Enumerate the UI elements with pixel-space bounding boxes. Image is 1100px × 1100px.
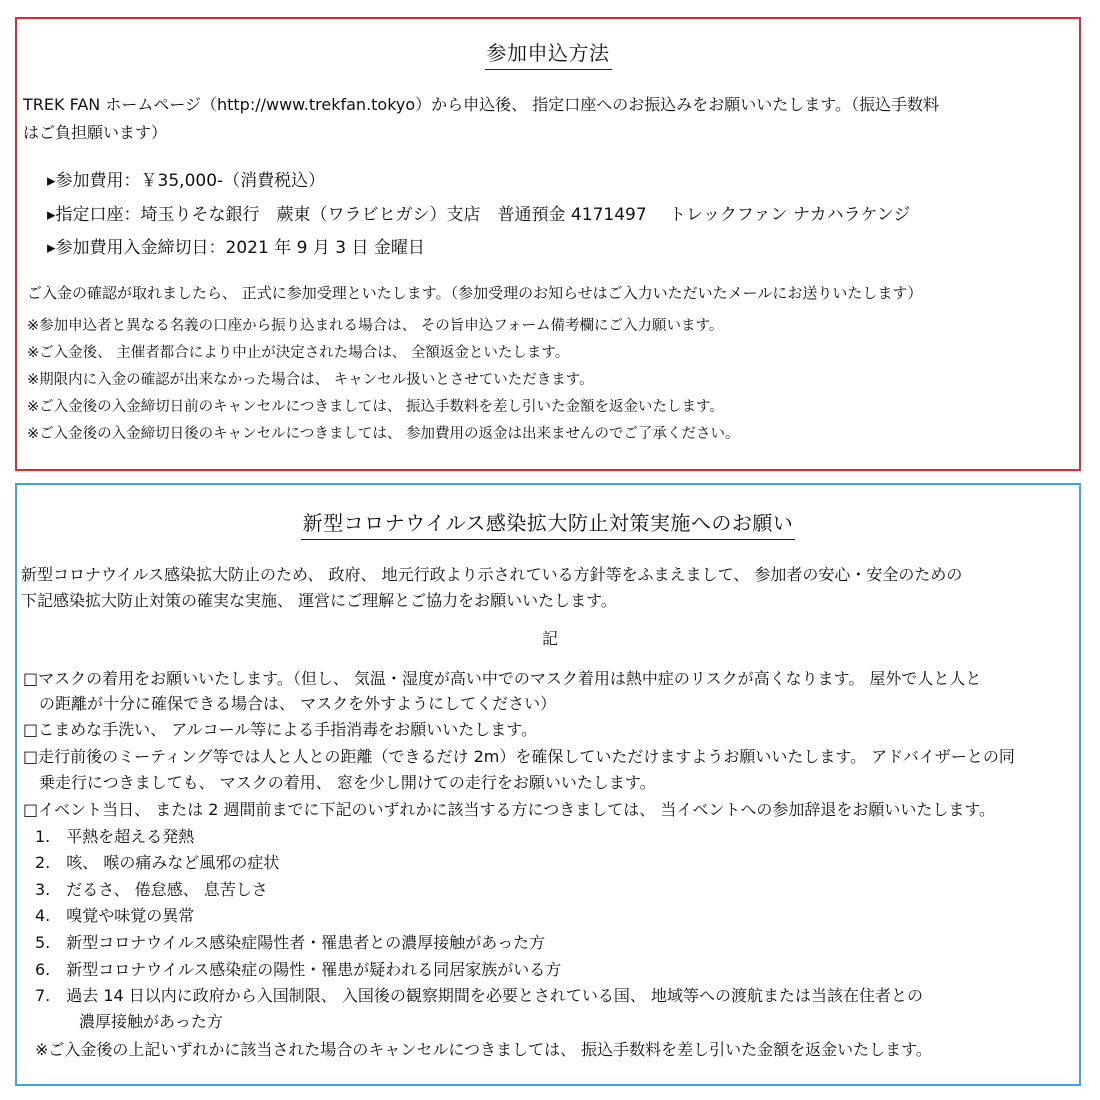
condition-7: 7. 過去 14 日以内に政府から入国制限、 入国後の観察期間を必要とされている国、 地域等への渡航または当該在住者との: [35, 986, 923, 1005]
item3-line2: 乗走行につきましても、 マスクの着用、 窓を少し開けての走行をお願いいたします。: [39, 773, 656, 792]
application-title-wrap: [17, 37, 1079, 70]
covid-intro-line2: 下記感染拡大防止対策の確実な実施、 運営にご理解とご協力をお願いいたします。: [21, 591, 617, 610]
covid-intro-line1: 新型コロナウイルス感染拡大防止のため、 政府、 地元行政より示されている方針等をふまえまして、 参加者の安心・安全のための: [21, 565, 963, 584]
application-title: 参加申込方法: [485, 37, 612, 70]
application-intro-line1: TREK FAN ホームページ（http://www.trekfan.tokyo）から申込後、 指定口座へのお振込みをお願いいたします。（振込手数料: [23, 95, 939, 114]
note-5: ※ご入金後の入金締切日後のキャンセルにつきましては、 参加費用の返金は出来ませんのでご了承ください。: [27, 426, 740, 442]
covid-section: [15, 483, 1081, 1086]
condition-4: 4. 嗅覚や味覚の異常: [35, 906, 195, 925]
condition-6: 6. 新型コロナウイルス感染症の陽性・罹患が疑われる同居家族がいる方: [35, 960, 562, 979]
note-2: ※ご入金後、 主催者都合により中止が決定された場合は、 全額返金といたします。: [27, 345, 570, 361]
condition-1: 1. 平熱を超える発熱: [35, 827, 195, 846]
note-1: ※参加申込者と異なる名義の口座から振り込まれる場合は、 その旨申込フォーム備考欄にご入力願います。: [27, 318, 724, 334]
condition-7-line2: 濃厚接触があった方: [79, 1012, 223, 1031]
deadline-line: ▸参加費用入金締切日：2021 年 9 月 3 日 金曜日: [47, 238, 425, 258]
confirm-line: ご入金の確認が取れましたら、 正式に参加受理といたします。（参加受理のお知らせはご入力いただいたメールにお送りいたします）: [27, 284, 923, 302]
item3-line1: □走行前後のミーティング等では人と人との距離（できるだけ 2m）を確保していただけますようお願いいたします。 アドバイザーとの同: [23, 747, 1015, 766]
condition-2: 2. 咳、 喉の痛みなど風邪の症状: [35, 853, 280, 872]
covid-title-wrap: [17, 507, 1079, 540]
item1-line2: の距離が十分に確保できる場合は、 マスクを外すようにしてください）: [39, 694, 557, 713]
covid-title: 新型コロナウイルス感染拡大防止対策実施へのお願い: [301, 507, 796, 540]
note-4: ※ご入金後の入金締切日前のキャンセルにつきましては、 振込手数料を差し引いた金額を返金いたします。: [27, 399, 724, 415]
application-section: [15, 17, 1081, 471]
final-note: ※ご入金後の上記いずれかに該当された場合のキャンセルにつきましては、 振込手数料を差し引いた金額を返金いたします。: [35, 1040, 932, 1059]
application-intro-line2: はご負担願います）: [23, 123, 168, 142]
item4: □イベント当日、 または 2 週間前までに下記のいずれかに該当する方につきましては、 当イベントへの参加辞退をお願いいたします。: [23, 800, 996, 819]
condition-3: 3. だるさ、 倦怠感、 息苦しさ: [35, 880, 268, 899]
account-line: ▸指定口座：埼玉りそな銀行 蕨東（ワラビヒガシ）支店 普通預金 4171497 トレックファン ナカハラケンジ: [47, 205, 911, 225]
condition-5: 5. 新型コロナウイルス感染症陽性者・罹患者との濃厚接触があった方: [35, 933, 546, 952]
fee-line: ▸参加費用：￥35,000-（消費税込）: [47, 171, 326, 191]
item1-line1: □マスクの着用をお願いいたします。（但し、 気温・湿度が高い中でのマスク着用は熱中症のリスクが高くなります。 屋外で人と人と: [23, 669, 982, 688]
note-3: ※期限内に入金の確認が出来なかった場合は、 キャンセル扱いとさせていただきます。: [27, 372, 594, 388]
ki-label: 記: [542, 629, 559, 648]
item2: □こまめな手洗い、 アルコール等による手指消毒をお願いいたします。: [23, 720, 537, 739]
